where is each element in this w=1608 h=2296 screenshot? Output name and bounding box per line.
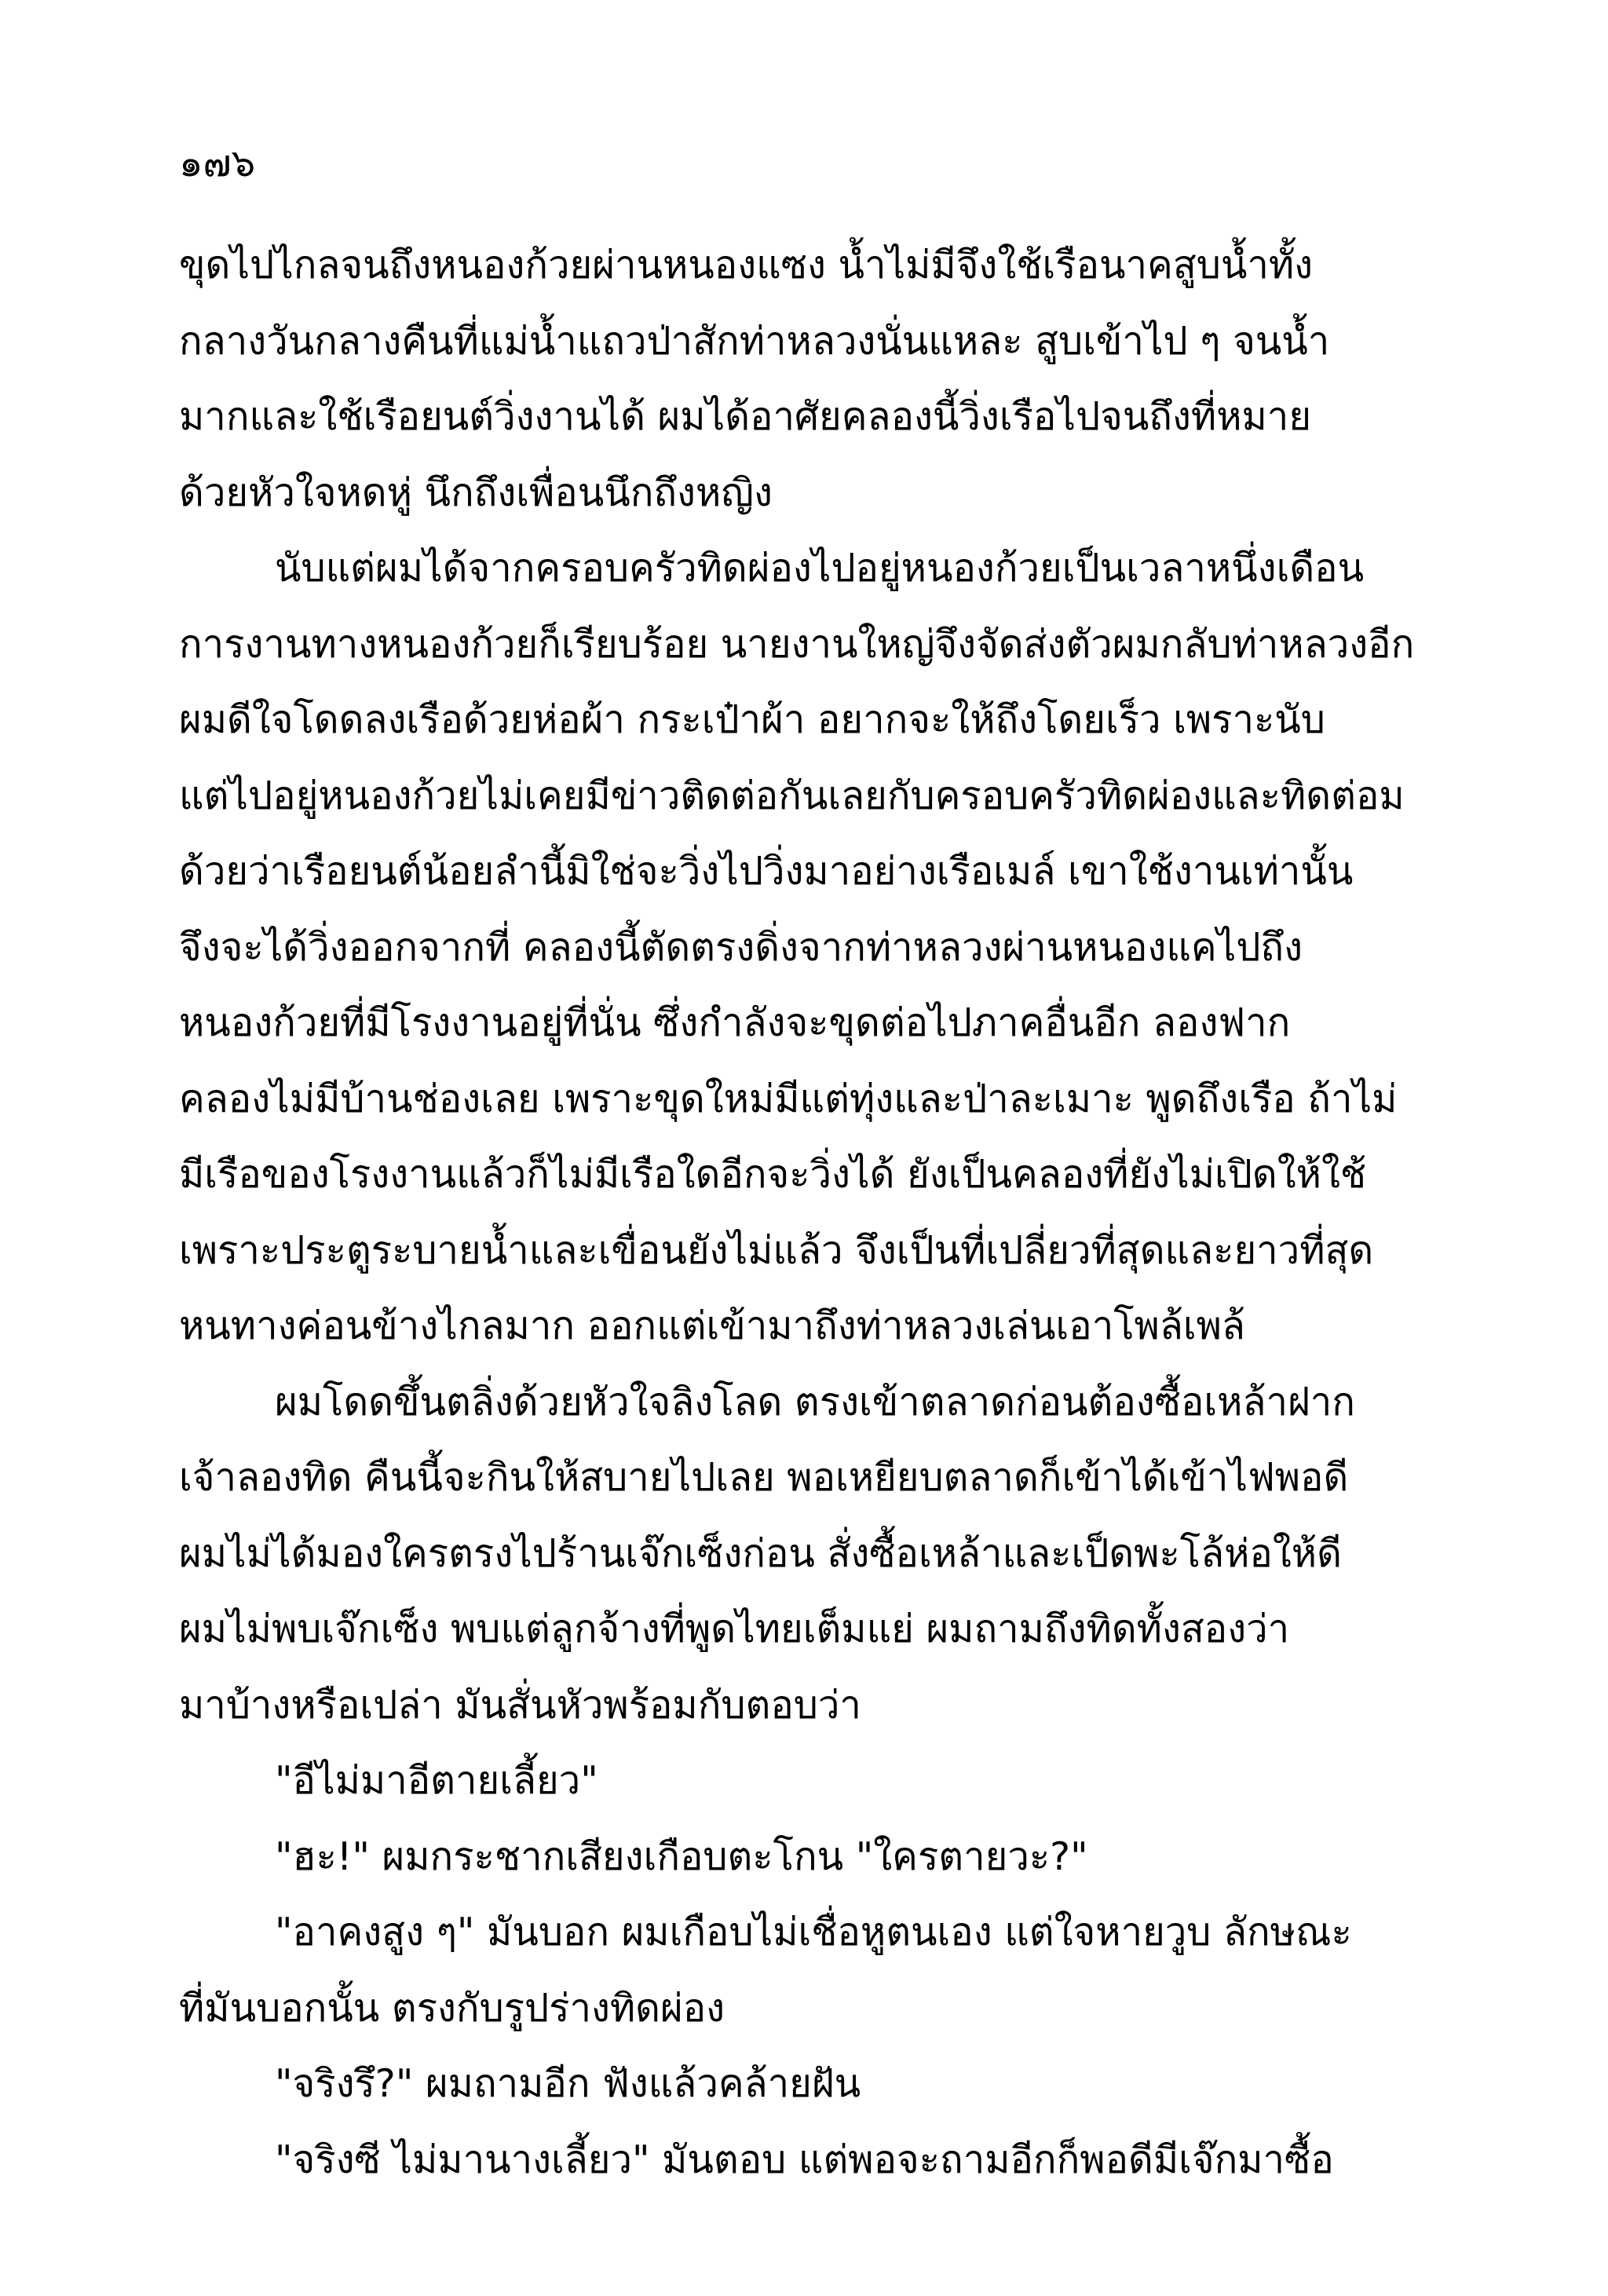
dialogue-line: "จริงซี ไม่มานางเลี้ยว" มันตอบ แต่พอจะถามอีกก็พอดีมีเจ๊กมาซื้อ xyxy=(275,2137,1334,2182)
dialogue-line: "ฮะ!" ผมกระชากเสียงเกือบตะโกน "ใครตายวะ?" xyxy=(275,1834,1088,1879)
text-line: กลางวันกลางคืนที่แม่น้ำแถวป่าสักท่าหลวงนั่นแหละ สูบเข้าไป ๆ จนน้ำ xyxy=(179,318,1330,364)
text-line: มากและใช้เรือยนต์วิ่งงานได้ ผมได้อาศัยคลองนี้วิ่งเรือไปจนถึงที่หมาย xyxy=(179,394,1312,439)
text-line: คลองไม่มีบ้านช่องเลย เพราะขุดใหม่มีแต่ทุ่งและป่าละเมาะ พูดถึงเรือ ถ้าไม่ xyxy=(179,1076,1398,1121)
text-line: ด้วยหัวใจหดหู่ นึกถึงเพื่อนนึกถึงหญิง xyxy=(179,470,773,515)
text-line: การงานทางหนองก้วยก็เรียบร้อย นายงานใหญ่จึงจัดส่งตัวผมกลับท่าหลวงอีก xyxy=(179,621,1415,667)
text-line: หนองก้วยที่มีโรงงานอยู่ที่นั่น ซึ่งกำลังจะขุดต่อไปภาคอื่นอีก ลองฟาก xyxy=(179,1000,1291,1045)
paragraph-start-line: ผมโดดขึ้นตลิ่งด้วยหัวใจลิงโลด ตรงเข้าตลาดก่อนต้องซื้อเหล้าฝาก xyxy=(275,1379,1355,1424)
text-line: ผมดีใจโดดลงเรือด้วยห่อผ้า กระเป๋าผ้า อยากจะให้ถึงโดยเร็ว เพราะนับ xyxy=(179,697,1325,742)
text-line: ที่มันบอกนั้น ตรงกับรูปร่างทิดผ่อง xyxy=(179,1985,725,2031)
text-line: ผมไม่พบเจ๊กเซ็ง พบแต่ลูกจ้างที่พูดไทยเต็มแย่ ผมถามถึงทิดทั้งสองว่า xyxy=(179,1607,1290,1651)
text-line: มีเรือของโรงงานแล้วก็ไม่มีเรือใดอีกจะวิ่งได้ ยังเป็นคลองที่ยังไม่เปิดให้ใช้ xyxy=(179,1152,1367,1197)
text-line: ขุดไปไกลจนถึงหนองก้วยผ่านหนองแซง น้ำไม่มีจึงใช้เรือนาคสูบน้ำทั้ง xyxy=(179,243,1314,287)
text-line: เจ้าลองทิด คืนนี้จะกินให้สบายไปเลย พอเหยียบตลาดก็เข้าได้เข้าไฟพอดี xyxy=(179,1455,1349,1500)
text-line: หนทางค่อนข้างไกลมาก ออกแต่เข้ามาถึงท่าหลวงเล่นเอาโพล้เพล้ xyxy=(179,1303,1245,1348)
page-number: ๑๗๖ xyxy=(179,141,256,185)
text-line: จึงจะได้วิ่งออกจากที่ คลองนี้ตัดตรงดิ่งจากท่าหลวงผ่านหนองแคไปถึง xyxy=(179,924,1303,970)
text-line: มาบ้างหรือเปล่า มันสั่นหัวพร้อมกับตอบว่า xyxy=(179,1682,861,1727)
text-line: แต่ไปอยู่หนองก้วยไม่เคยมีข่าวติดต่อกันเลยกับครอบครัวทิดผ่องและทิดต่อม xyxy=(179,773,1405,818)
paragraph-start-line: นับแต่ผมได้จากครอบครัวทิดผ่องไปอยู่หนองก้วยเป็นเวลาหนึ่งเดือน xyxy=(275,546,1365,590)
body-text xyxy=(179,228,1435,2198)
dialogue-line: "จริงรึ?" ผมถามอีก ฟังแล้วคล้ายฝัน xyxy=(275,2061,861,2106)
dialogue-line: "อาคงสูง ๆ" มันบอก ผมเกือบไม่เชื่อหูตนเอง แต่ใจหายวูบ ลักษณะ xyxy=(275,1910,1352,1954)
text-line: เพราะประตูระบายน้ำและเขื่อนยังไม่แล้ว จึงเป็นที่เปลี่ยวที่สุดและยาวที่สุด xyxy=(179,1227,1374,1273)
text-line: ด้วยว่าเรือยนต์น้อยลำนี้มิใช่จะวิ่งไปวิ่งมาอย่างเรือเมล์ เขาใช้งานเท่านั้น xyxy=(179,849,1354,894)
text-line: ผมไม่ได้มองใครตรงไปร้านเจ๊กเซ็งก่อน สั่งซื้อเหล้าและเป็ดพะโล้ห่อให้ดี xyxy=(179,1530,1342,1576)
dialogue-line: "อีไม่มาอีตายเลี้ยว" xyxy=(275,1758,598,1803)
